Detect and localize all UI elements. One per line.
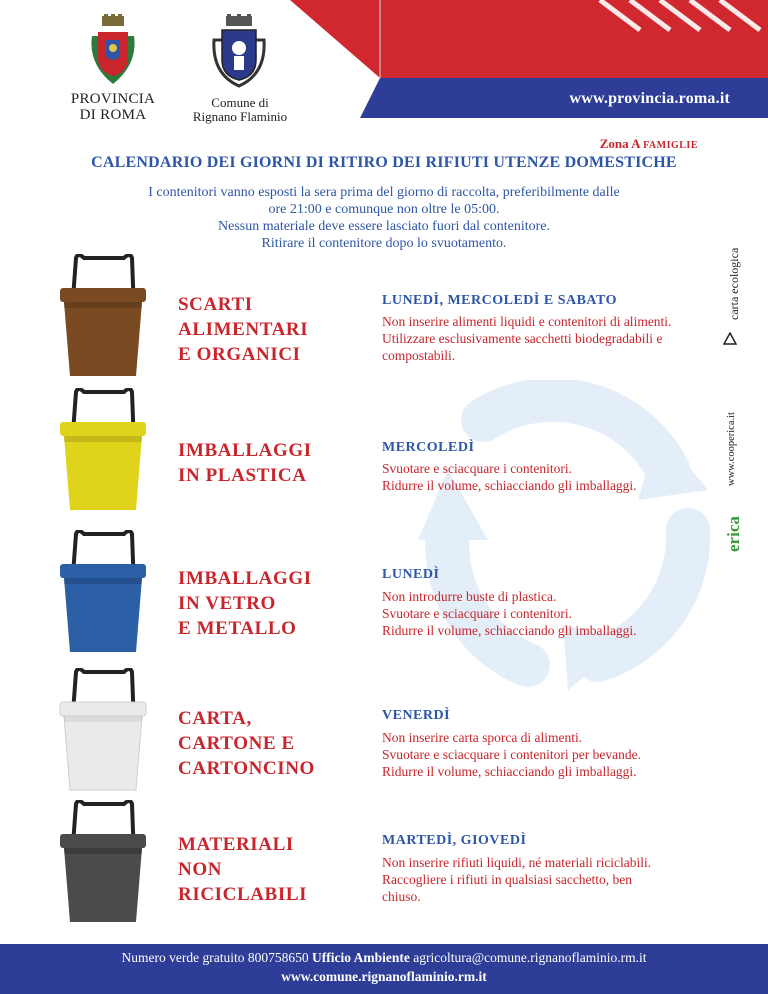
footer-email[interactable]: agricoltura@comune.rignanoflaminio.rm.it	[413, 950, 647, 965]
zona-label: Zona A FAMIGLIE	[599, 136, 698, 151]
plastic-bin-icon	[54, 388, 152, 518]
category-name-glass-metal: IMBALLAGGI IN VETRO E METALLO	[178, 568, 312, 639]
provincia-website[interactable]: www.provincia.roma.it	[569, 90, 730, 107]
erica-logo: erica	[724, 516, 743, 552]
rules-plastic: Svuotare e sciacquare i contenitori. Ridurre il volume, schiacciando gli imballaggi.	[382, 461, 637, 493]
comune-coat-of-arms-icon	[212, 14, 266, 88]
rules-organic: Non inserire alimenti liquidi e contenitori di alimenti. Utilizzare esclusivamente sacchetti biodegradabili e compostabili.	[382, 314, 672, 363]
recycle-small-icon	[723, 332, 737, 346]
page-title: CALENDARIO DEI GIORNI DI RITIRO DEI RIFIUTI UTENZE DOMESTICHE	[91, 154, 677, 171]
comune-website[interactable]: www.comune.rignanoflaminio.rm.it	[281, 969, 487, 984]
footer-contact-line	[0, 950, 768, 966]
rules-paper: Non inserire carta sporca di alimenti. Svuotare e sciacquare i contenitori per bevande. Ridurre il volume, schiacciando gli imballaggi.	[382, 730, 642, 779]
collection-day-paper: VENERDÌ	[382, 708, 451, 723]
category-name-paper: CARTA, CARTONE E CARTONCINO	[178, 708, 315, 779]
rules-non-recyclable: Non inserire rifiuti liquidi, né materiali riciclabili. Raccogliere i rifiuti in qualsiasi sacchetto, ben chiuso.	[382, 855, 652, 904]
intro-text: I contenitori vanno esposti la sera prima del giorno di raccolta, preferibilmente dalle ore 21:00 e comunque non oltre le 05:00. Nessun materiale deve essere lasciato fuori dal contenitore. Ritirare il contenitore dopo lo svuotamento.	[148, 185, 620, 251]
category-name-plastic: IMBALLAGGI IN PLASTICA	[178, 440, 312, 486]
collection-day-organic: LUNEDÌ, MERCOLEDÌ E SABATO	[382, 293, 617, 308]
provincia-coat-of-arms-icon	[88, 14, 138, 90]
ufficio-ambiente-label: Ufficio Ambiente	[311, 950, 410, 965]
toll-free-number[interactable]: Numero verde gratuito 800758650	[121, 950, 309, 965]
cooperica-website[interactable]: www.cooperica.it	[726, 412, 737, 486]
carta-ecologica-label: carta ecologica	[727, 247, 741, 320]
non-recyclable-bin-icon	[54, 800, 152, 930]
provincia-name: PROVINCIA DI ROMA	[70, 91, 156, 123]
collection-day-non-recyclable: MARTEDÌ, GIOVEDÌ	[382, 833, 527, 848]
glass-metal-bin-icon	[54, 530, 152, 660]
footer	[0, 944, 768, 994]
organic-bin-icon	[54, 254, 152, 384]
category-name-organic: SCARTI ALIMENTARI E ORGANICI	[178, 294, 309, 365]
recycle-arrows-icon	[388, 380, 728, 700]
collection-day-plastic: MERCOLEDÌ	[382, 440, 475, 455]
rules-glass-metal: Non introdurre buste di plastica. Svuotare e sciacquare i contenitori. Ridurre il volume, schiacciando gli imballaggi.	[382, 589, 637, 638]
comune-name: Comune di Rignano Flaminio	[192, 95, 288, 124]
paper-bin-icon	[54, 668, 152, 798]
collection-day-glass-metal: LUNEDÌ	[382, 567, 440, 582]
category-name-non-recyclable: MATERIALI NON RICICLABILI	[178, 834, 308, 905]
